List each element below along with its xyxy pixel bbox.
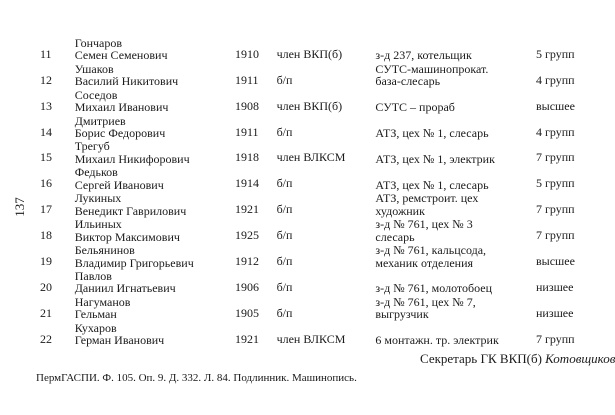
workplace <box>363 217 524 243</box>
education: высшее <box>535 98 575 113</box>
party-membership: б/п <box>276 279 293 294</box>
workplace <box>363 140 524 166</box>
party-membership: б/п <box>276 305 293 320</box>
party-membership: член ВКП(б) <box>276 46 343 61</box>
education: высшее <box>535 254 575 269</box>
row-number: 12 <box>40 72 52 87</box>
table-row <box>40 165 600 191</box>
table-row <box>40 191 600 217</box>
given-names: Борис Федорович <box>74 126 166 141</box>
full-name <box>75 88 231 114</box>
surname: Бельянинов <box>74 243 135 258</box>
birth-year: 1905 <box>234 305 259 320</box>
party-membership: член ВЛКСМ <box>276 150 346 165</box>
party-membership: член ВКП(б) <box>276 98 343 113</box>
birth-year: 1908 <box>234 98 259 113</box>
surname: Лукиных <box>74 191 122 206</box>
party-membership: б/п <box>276 72 293 87</box>
row-number: 11 <box>40 46 52 61</box>
full-name <box>75 217 231 243</box>
education: 4 групп <box>535 72 575 87</box>
surname: Дмитриев <box>74 113 126 128</box>
workplace <box>363 243 524 269</box>
surname: Гончаров <box>74 35 123 50</box>
workplace-line-1: СУТС-машинопрокат. <box>375 61 489 76</box>
row-number: 20 <box>40 279 52 294</box>
given-names: Михаил Иванович <box>74 100 169 115</box>
given-names: Даниил Игнатьевич <box>74 281 176 296</box>
party-membership: б/п <box>276 202 293 217</box>
workplace-line-1: АТЗ, ремстроит. цех <box>375 191 479 206</box>
birth-year: 1912 <box>234 254 259 269</box>
workplace-line-1: АТЗ, цех № 1, слесарь <box>375 177 489 192</box>
birth-year: 1910 <box>234 46 259 61</box>
education: низшее <box>535 279 574 294</box>
workplace-line-1: 6 монтажн. тр. электрик <box>375 333 499 348</box>
table-row <box>40 114 600 140</box>
birth-year: 1911 <box>234 72 259 87</box>
given-names: Василий Никитович <box>74 74 179 89</box>
birth-year: 1906 <box>234 279 259 294</box>
full-name <box>75 321 231 347</box>
table-row <box>40 62 600 88</box>
archive-source-note: ПермГАСПИ. Ф. 105. Оп. 9. Д. 332. Л. 84. Подлинник. Машинопись. <box>36 372 357 384</box>
table-row <box>40 295 600 321</box>
given-names: Михаил Никифорович <box>74 151 190 166</box>
party-membership: б/п <box>276 228 293 243</box>
workplace <box>363 295 524 321</box>
row-number: 17 <box>40 202 52 217</box>
surname: Федьков <box>74 165 118 180</box>
party-membership: член ВЛКСМ <box>276 331 346 346</box>
table-row <box>40 269 600 295</box>
table-row <box>40 217 600 243</box>
full-name <box>75 165 231 191</box>
full-name <box>75 36 231 62</box>
workplace <box>363 191 524 217</box>
given-names: Владимир Григорьевич <box>74 255 194 270</box>
education: 5 групп <box>535 46 575 61</box>
workplace-line-1: АТЗ, цех № 1, электрик <box>375 151 495 166</box>
row-number: 16 <box>40 176 52 191</box>
workplace <box>363 114 524 140</box>
education: 4 групп <box>535 124 575 139</box>
table-row <box>40 140 600 166</box>
signature-line <box>420 351 615 367</box>
workplace-line-1: з-д № 761, молотобоец <box>375 281 493 296</box>
row-number: 15 <box>40 150 52 165</box>
education: 7 групп <box>535 150 575 165</box>
row-number: 21 <box>40 305 52 320</box>
table-row <box>40 321 600 347</box>
given-names: Венедикт Гаврилович <box>74 203 187 218</box>
surname: Соседов <box>74 87 118 102</box>
surname: Трегуб <box>74 139 110 154</box>
workplace-line-1: з-д № 761, кальцсода, <box>375 243 487 258</box>
row-number: 14 <box>40 124 52 139</box>
full-name <box>75 62 231 88</box>
surname: Ушаков <box>74 61 114 76</box>
education: 7 групп <box>535 228 575 243</box>
party-membership: б/п <box>276 254 293 269</box>
workplace <box>363 321 524 347</box>
row-number: 18 <box>40 228 52 243</box>
table-row <box>40 36 600 62</box>
workplace <box>363 269 524 295</box>
members-table <box>40 36 600 347</box>
signature-name: Котовщиков <box>545 351 615 366</box>
education: 5 групп <box>535 176 575 191</box>
birth-year: 1918 <box>234 150 259 165</box>
full-name <box>75 243 231 269</box>
surname: Кухаров <box>74 320 117 335</box>
given-names: Сергей Иванович <box>74 177 164 192</box>
full-name <box>75 269 231 295</box>
workplace-line-2: база-слесарь <box>375 74 441 89</box>
full-name <box>75 295 231 321</box>
surname: Павлов <box>74 268 112 283</box>
workplace-line-1: СУТС – прораб <box>375 100 455 115</box>
workplace <box>363 88 524 114</box>
workplace-line-1: з-д № 761, цех № 7, <box>375 294 476 309</box>
workplace-line-2: художник <box>375 203 425 218</box>
given-names: Семен Семенович <box>74 48 168 63</box>
workplace-line-1: з-д № 761, цех № 3 <box>375 217 473 232</box>
table-row <box>40 88 600 114</box>
row-number: 19 <box>40 254 52 269</box>
row-number: 13 <box>40 98 52 113</box>
workplace-line-1: АТЗ, цех № 1, слесарь <box>375 126 489 141</box>
given-names: Герман Иванович <box>74 333 165 348</box>
workplace <box>363 36 524 62</box>
given-names: Виктор Максимович <box>74 229 180 244</box>
workplace <box>363 62 524 88</box>
workplace-line-2: слесарь <box>375 229 415 244</box>
page-number: 137 <box>12 197 27 217</box>
signature-title: Секретарь ГК ВКП(б) <box>420 351 542 366</box>
surname: Нагуманов <box>74 294 131 309</box>
full-name <box>75 140 231 166</box>
party-membership: б/п <box>276 176 293 191</box>
birth-year: 1911 <box>234 124 259 139</box>
birth-year: 1921 <box>234 202 259 217</box>
birth-year: 1914 <box>234 176 259 191</box>
given-names: Гельман <box>74 307 117 322</box>
workplace <box>363 165 524 191</box>
workplace-line-1: з-д 237, котельщик <box>375 48 472 63</box>
workplace-line-2: выгрузчик <box>375 307 429 322</box>
birth-year: 1921 <box>234 331 259 346</box>
education: низшее <box>535 305 574 320</box>
birth-year: 1925 <box>234 228 259 243</box>
table-row <box>40 243 600 269</box>
party-membership: б/п <box>276 124 293 139</box>
workplace-line-2: механик отделения <box>375 255 474 270</box>
education: 7 групп <box>535 202 575 217</box>
row-number: 22 <box>40 331 52 346</box>
full-name <box>75 114 231 140</box>
education: 7 групп <box>535 331 575 346</box>
full-name <box>75 191 231 217</box>
surname: Ильиных <box>74 217 122 232</box>
